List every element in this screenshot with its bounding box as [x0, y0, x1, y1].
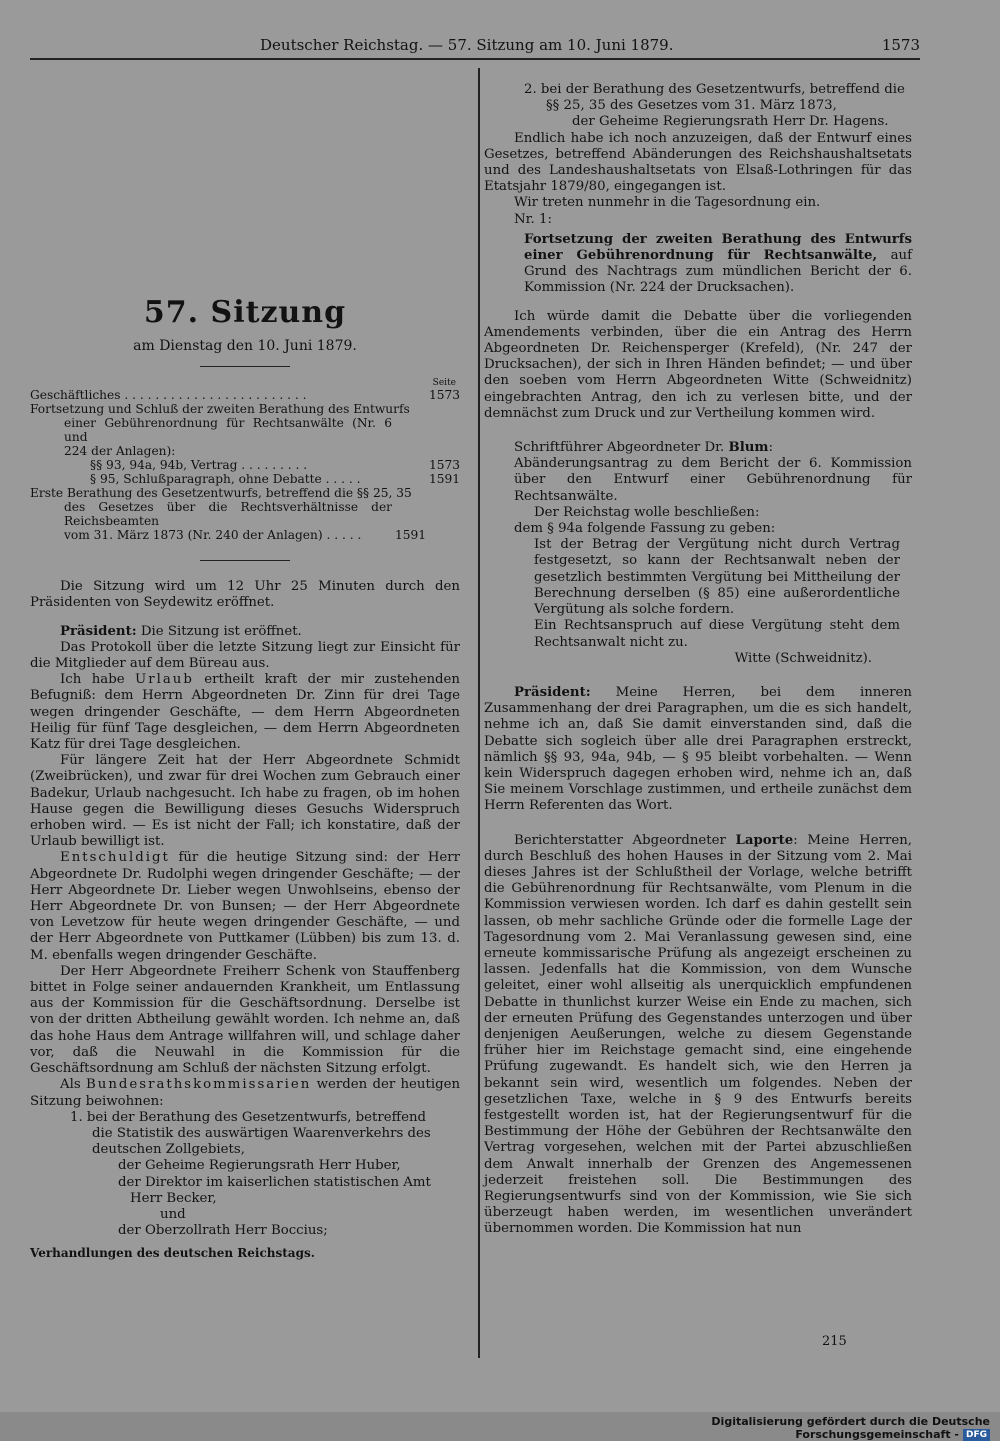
- right-column: [484, 82, 912, 1238]
- column-divider: [478, 68, 480, 1358]
- leave-paragraph: Ich habe Urlaub ertheilt kraft der mir zustehenden Befugniß: dem Herrn Abgeordneten Dr. Zinn für drei Tage wegen dringender Geschäfte, — dem Herrn Abgeordneten Heilig für fünf Tage desgleichen, — dem Herrn Abgeordneten Katz für drei Tage desgleichen.: [30, 672, 460, 753]
- rapporteur-paragraph: Berichterstatter Abgeordneter Laporte: Meine Herren, durch Beschluß des hohen Hauses in der Sitzung vom 2. Mai dieses Jahres ist der Schlußtheil der Vorlage, welche betrifft die Gebührenordnung für Rechtsanwälte, vom Plenum in die Kommission verwiesen worden. Ich darf es dahin gestellt sein lassen, ob mehr sachliche Gründe oder die formelle Lage der Tagesordnung vom 2. Mai Veranlassung gewesen sind, eine erneute kommissarische Prüfung als angezeigt erscheinen zu lassen. Jedenfalls hat die Kommission, von dem Wunsche geleitet, einer wohl allseitig als unerquicklich empfundenen Debatte in thunlichst kurzer Weise ein Ende zu machen, sich der erneuten Prüfung des Gegenstandes unterzogen und über denjenigen Aeußerungen, welche zu diesem Gegenstande früher hier im Reichstage gemacht sind, eine eingehende Prüfung zugewandt. Es handelt sich, wie den Herren ja bekannt sein wird, wesentlich um folgendes. Neben der gesetzlichen Taxe, welche in § 9 des Entwurfs bereits festgestellt worden ist, hat der Regierungsentwurf für die Bestimmung der Höhe der Gebühren der Rechtsanwälte den Vertrag vorgesehen, welchen mit der Partei abzuschließen dem Anwalt innerhalb der Grenzen des Angemessenen jederzeit freistehen soll. Die Bestimmungen des Regierungsentwurfs sind von der Kommission, wie Sie sich überzeugt haben werden, im wesentlichen unverändert übernommen worden. Die Kommission hat nun: [484, 832, 912, 1237]
- list-item: der Geheime Regierungsrath Herr Dr. Hagens.: [572, 114, 889, 130]
- announcement-paragraph: Endlich habe ich noch anzuzeigen, daß der Entwurf eines Gesetzes, betreffend Abänderungen des Reichshaushaltsetats und des Landeshaushaltsetats von Elsaß-Lothringen für das Etatsjahr 1879/80, eingegangen ist.: [484, 130, 912, 195]
- list-item: die Statistik des auswärtigen Waarenverkehrs des: [92, 1125, 431, 1141]
- stauffenberg-paragraph: Der Herr Abgeordnete Freiherr Schenk von Stauffenberg bittet in Folge seiner andauernden Krankheit, um Entlassung aus der Kommission für die Geschäftsordnung. Derselbe ist von der dritten Abtheilung gewählt worden. Ich nehme an, daß das hohe Haus dem Antrage willfahren will, und schlage daher vor, daß die Neuwahl in die Kommission für die Geschäftsordnung am Schluß der nächsten Sitzung erfolgt.: [30, 963, 460, 1077]
- president-statement: Präsident: Meine Herren, bei dem inneren Zusammenhang der drei Paragraphen, um die es sich handelt, nehme ich an, daß Sie damit einverstanden sind, daß die Debatte sich sogleich über alle drei Paragraphen erstreckt, nämlich §§ 93, 94a, 94b, — § 95 bleibt vorbehalten. — Wenn kein Widerspruch dagegen erhoben wird, nehme ich an, daß Sie meinem Vorschlage zustimmen, und ertheile zunächst dem Herrn Referenten das Wort.: [484, 684, 912, 814]
- list-item: und: [160, 1206, 186, 1222]
- toc-row: einer Gebührenordnung für Rechtsanwälte (Nr. 6 und: [64, 416, 392, 445]
- amendment-title: Abänderungsantrag zu dem Bericht der 6. Kommission über den Entwurf einer Gebührenordnung für Rechtsanwälte.: [514, 456, 912, 504]
- amendment-intro: dem § 94a folgende Fassung zu geben:: [514, 521, 776, 537]
- secretary-line: Schriftführer Abgeordneter Dr. Blum:: [514, 440, 773, 456]
- amendment-signature: Witte (Schweidnitz).: [734, 650, 872, 666]
- toc-row: Geschäftliches . . . . . . . . . . . . . . . . . . . . . . . . 1573: [30, 388, 460, 403]
- schmidt-paragraph: Für längere Zeit hat der Herr Abgeordnete Schmidt (Zweibrücken), und zwar für drei Wochen zum Gebrauch einer Badekur, Urlaub nachgesucht. Ich habe zu fragen, ob im hohen Hause gegen die Bewilligung dieses Gesuchs Widerspruch erhoben wird. — Es ist nicht der Fall; ich konstatire, daß der Urlaub bewilligt ist.: [30, 753, 460, 850]
- left-column: [30, 68, 460, 1262]
- agenda-item: Fortsetzung der zweiten Berathung des Entwurfs einer Gebührenordnung für Rechtsanwälte, auf Grund des Nachtrags zum mündlichen Bericht der 6. Kommission (Nr. 224 der Drucksachen).: [524, 231, 912, 296]
- excused-paragraph: Entschuldigt für die heutige Sitzung sind: der Herr Abgeordnete Dr. Rudolphi wegen dringender Geschäfte; — der Herr Abgeordnete Dr. Lieber wegen Unwohlseins, ebenso der Herr Abgeordnete Dr. von Bunsen; — der Herr Abgeordnete von Levetzow für heute wegen dringender Geschäfte, — und der Herr Abgeordnete von Puttkamer (Lübben) bis zum 13. d. M. ebenfalls wegen dringender Geschäfte.: [30, 850, 460, 963]
- protocol-paragraph: Das Protokoll über die letzte Sitzung liegt zur Einsicht für die Mitglieder auf dem Büreau aus.: [30, 639, 460, 672]
- president-statement: Präsident: Die Sitzung ist eröffnet.: [60, 623, 302, 639]
- amendment-resolve: Der Reichstag wolle beschließen:: [534, 504, 760, 520]
- session-date: am Dienstag den 10. Juni 1879.: [133, 338, 357, 354]
- list-item: deutschen Zollgebiets,: [92, 1142, 245, 1158]
- toc-row: §§ 93, 94a, 94b, Vertrag . . . . . . . . . 1573: [90, 458, 460, 473]
- dfg-logo: DFG: [963, 1429, 990, 1441]
- toc-row: vom 31. März 1873 (Nr. 240 der Anlagen) . . . . . 1591: [64, 528, 426, 543]
- running-title: Deutscher Reichstag. — 57. Sitzung am 10. Juni 1879.: [260, 36, 674, 54]
- list-item: 1. bei der Berathung des Gesetzentwurfs, betreffend: [70, 1109, 427, 1125]
- divider: [200, 366, 290, 367]
- list-item: §§ 25, 35 des Gesetzes vom 31. März 1873,: [546, 98, 837, 114]
- toc-row: 224 der Anlagen):: [64, 444, 176, 459]
- list-item: Herr Becker,: [130, 1190, 217, 1206]
- digitization-credit: Digitalisierung gefördert durch die Deutsche Forschungsgemeinschaft - DFG: [711, 1415, 990, 1441]
- toc-page-label: Seite: [432, 378, 456, 389]
- amendment-text: Ist der Betrag der Vergütung nicht durch Vertrag festgesetzt, so kann der Rechtsanwalt neben der gesetzlich bestimmten Vergütung bei Mittheilung der Berechnung derselben (§ 85) eine außerordentliche Vergütung als solche fordern.: [534, 537, 900, 618]
- page-number: 1573: [881, 36, 920, 54]
- table-of-contents: [30, 388, 460, 542]
- debate-paragraph: Ich würde damit die Debatte über die vorliegenden Amendements verbinden, über die ein Antrag des Herrn Abgeordneten Dr. Reichensperger (Krefeld), (Nr. 247 der Drucksachen), der sich in Ihren Händen befindet; — und über den soeben vom Herrn Abgeordneten Witte (Schweidnitz) eingebrachten Antrag, den ich zu verlesen bitte, und der demnächst zum Druck und zur Vertheilung kommen wird.: [484, 308, 912, 421]
- toc-row: Erste Berathung des Gesetzentwurfs, betreffend die §§ 25, 35: [30, 486, 412, 501]
- toc-row: des Gesetzes über die Rechtsverhältnisse der Reichsbeamten: [64, 500, 392, 529]
- list-item: der Direktor im kaiserlichen statistischen Amt: [118, 1174, 431, 1190]
- commissioners-list: [30, 1110, 460, 1240]
- toc-row: Fortsetzung und Schluß der zweiten Berathung des Entwurfs: [30, 402, 410, 417]
- list-item: der Geheime Regierungsrath Herr Huber,: [118, 1158, 401, 1174]
- commissioners-paragraph: Als Bundesrathskommissarien werden der heutigen Sitzung beiwohnen:: [30, 1077, 461, 1109]
- page-header: [30, 36, 920, 60]
- agenda-paragraph: Wir treten nunmehr in die Tagesordnung ein.: [514, 195, 821, 211]
- opening-paragraph: Die Sitzung wird um 12 Uhr 25 Minuten durch den Präsidenten von Seydewitz eröffnet.: [30, 579, 460, 611]
- list-item: 2. bei der Berathung des Gesetzentwurfs, betreffend die: [524, 82, 905, 97]
- page-footer: Verhandlungen des deutschen Reichstags.: [30, 1246, 315, 1261]
- divider: [200, 560, 290, 561]
- toc-row: § 95, Schlußparagraph, ohne Debatte . . . . . 1591: [90, 472, 460, 487]
- list-item: der Oberzollrath Herr Boccius;: [118, 1223, 328, 1239]
- commissioners-list-2: [484, 82, 912, 131]
- amendment-text: Ein Rechtsanspruch auf diese Vergütung steht dem Rechtsanwalt nicht zu.: [534, 618, 900, 650]
- sheet-number: 215: [822, 1334, 847, 1349]
- session-title: 57. Sitzung: [143, 295, 347, 330]
- agenda-number: Nr. 1:: [514, 211, 552, 227]
